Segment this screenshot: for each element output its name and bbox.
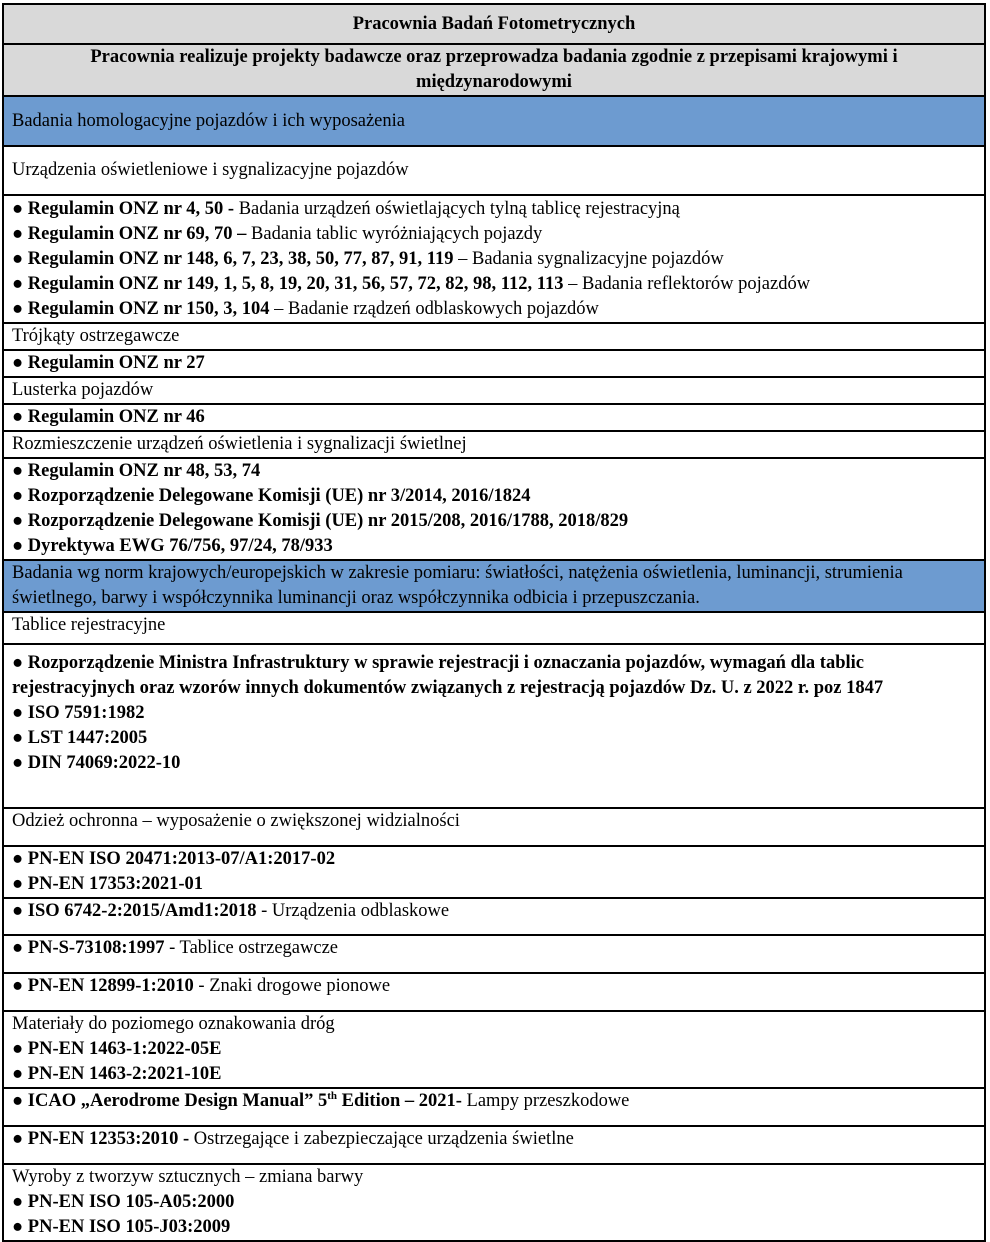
list-item: ● Rozporządzenie Delegowane Komisji (UE) nr 2015/208, 2016/1788, 2018/829 <box>12 511 629 531</box>
list-item: ● PN-EN ISO 105-J03:2009 <box>12 1217 231 1237</box>
plates-list <box>3 644 985 808</box>
list-item: ● Regulamin ONZ nr 69, 70 – Badania tablic wyróżniających pojazdy <box>12 224 543 244</box>
plastics-block <box>3 1164 985 1241</box>
category-marking: Materiały do poziomego oznakowania dróg <box>12 1014 335 1034</box>
warning-plates-item: ● PN-S-73108:1997 - Tablice ostrzegawcze <box>3 935 985 973</box>
triangles-item: ● Regulamin ONZ nr 27 <box>3 350 985 377</box>
lab-scope-table <box>2 3 986 1242</box>
list-item: ● Regulamin ONZ nr 149, 1, 5, 8, 19, 20, 31, 56, 57, 72, 82, 98, 112, 113 – Badania reflektorów pojazdów <box>12 274 811 294</box>
list-item: ● PN-EN ISO 105-A05:2000 <box>12 1192 235 1212</box>
section-standards: Badania wg norm krajowych/europejskich w zakresie pomiaru: światłości, natężenia oświetlenia, luminancji, strumienia świetlnego, barwy i współczynnika luminancji oraz współczynnika odbicia i przepuszczania. <box>3 560 985 612</box>
lighting-list <box>3 195 985 323</box>
list-item: ● LST 1447:2005 <box>12 728 148 748</box>
list-item: ● Dyrektywa EWG 76/756, 97/24, 78/933 <box>12 536 333 556</box>
icao-item: ● ICAO „Aerodrome Design Manual” 5th Edition – 2021- Lampy przeszkodowe <box>3 1088 985 1126</box>
list-item: ● PN-EN ISO 20471:2013-07/A1:2017-02 <box>12 849 336 869</box>
list-item: ● Regulamin ONZ nr 48, 53, 74 <box>12 461 261 481</box>
list-item: ● DIN 74069:2022-10 <box>12 753 181 773</box>
mirrors-item: ● Regulamin ONZ nr 46 <box>3 404 985 431</box>
list-item: ● Regulamin ONZ nr 4, 50 - Badania urządzeń oświetlających tylną tablicę rejestracyjną <box>12 199 680 219</box>
list-item: ● PN-EN 1463-1:2022-05E <box>12 1039 222 1059</box>
category-plates: Tablice rejestracyjne <box>3 612 985 644</box>
marking-block <box>3 1011 985 1088</box>
category-lighting: Urządzenia oświetleniowe i sygnalizacyjne pojazdów <box>3 146 985 195</box>
list-item: ● Rozporządzenie Delegowane Komisji (UE) nr 3/2014, 2016/1824 <box>12 486 531 506</box>
section-homologation: Badania homologacyjne pojazdów i ich wyposażenia <box>3 96 985 146</box>
category-mirrors: Lusterka pojazdów <box>3 377 985 404</box>
road-signs-item: ● PN-EN 12899-1:2010 - Znaki drogowe pionowe <box>3 973 985 1011</box>
safety-lights-item: ● PN-EN 12353:2010 - Ostrzegające i zabezpieczające urządzenia świetlne <box>3 1126 985 1164</box>
category-placement: Rozmieszczenie urządzeń oświetlenia i sygnalizacji świetlnej <box>3 431 985 458</box>
category-triangles: Trójkąty ostrzegawcze <box>3 323 985 350</box>
list-item: ● ISO 7591:1982 <box>12 703 145 723</box>
list-item: ● PN-EN 17353:2021-01 <box>12 874 204 894</box>
category-clothing: Odzież ochronna – wyposażenie o zwiększonej widzialności <box>3 808 985 846</box>
list-item: ● Regulamin ONZ nr 148, 6, 7, 23, 38, 50, 77, 87, 91, 119 – Badania sygnalizacyjne pojazdów <box>12 249 724 269</box>
list-item: ● Regulamin ONZ nr 150, 3, 104 – Badanie rządzeń odblaskowych pojazdów <box>12 299 599 319</box>
placement-list <box>3 458 985 560</box>
page-subtitle: Pracownia realizuje projekty badawcze oraz przeprowadza badania zgodnie z przepisami krajowymi i międzynarodowymi <box>3 44 985 96</box>
list-item: ● PN-EN 1463-2:2021-10E <box>12 1064 222 1084</box>
page-title: Pracownia Badań Fotometrycznych <box>3 4 985 44</box>
category-plastics: Wyroby z tworzyw sztucznych – zmiana barwy <box>12 1167 364 1187</box>
document-page <box>2 3 986 1242</box>
retroreflective-item: ● ISO 6742-2:2015/Amd1:2018 - Urządzenia odblaskowe <box>3 898 985 935</box>
list-item: ● Rozporządzenie Ministra Infrastruktury w sprawie rejestracji i oznaczania pojazdów, wymagań dla tablic rejestracyjnych oraz wzorów innych dokumentów związanych z rejestracją pojazdów Dz. U. z 2022 r. poz 1847 <box>12 653 884 698</box>
clothing-list <box>3 846 985 898</box>
